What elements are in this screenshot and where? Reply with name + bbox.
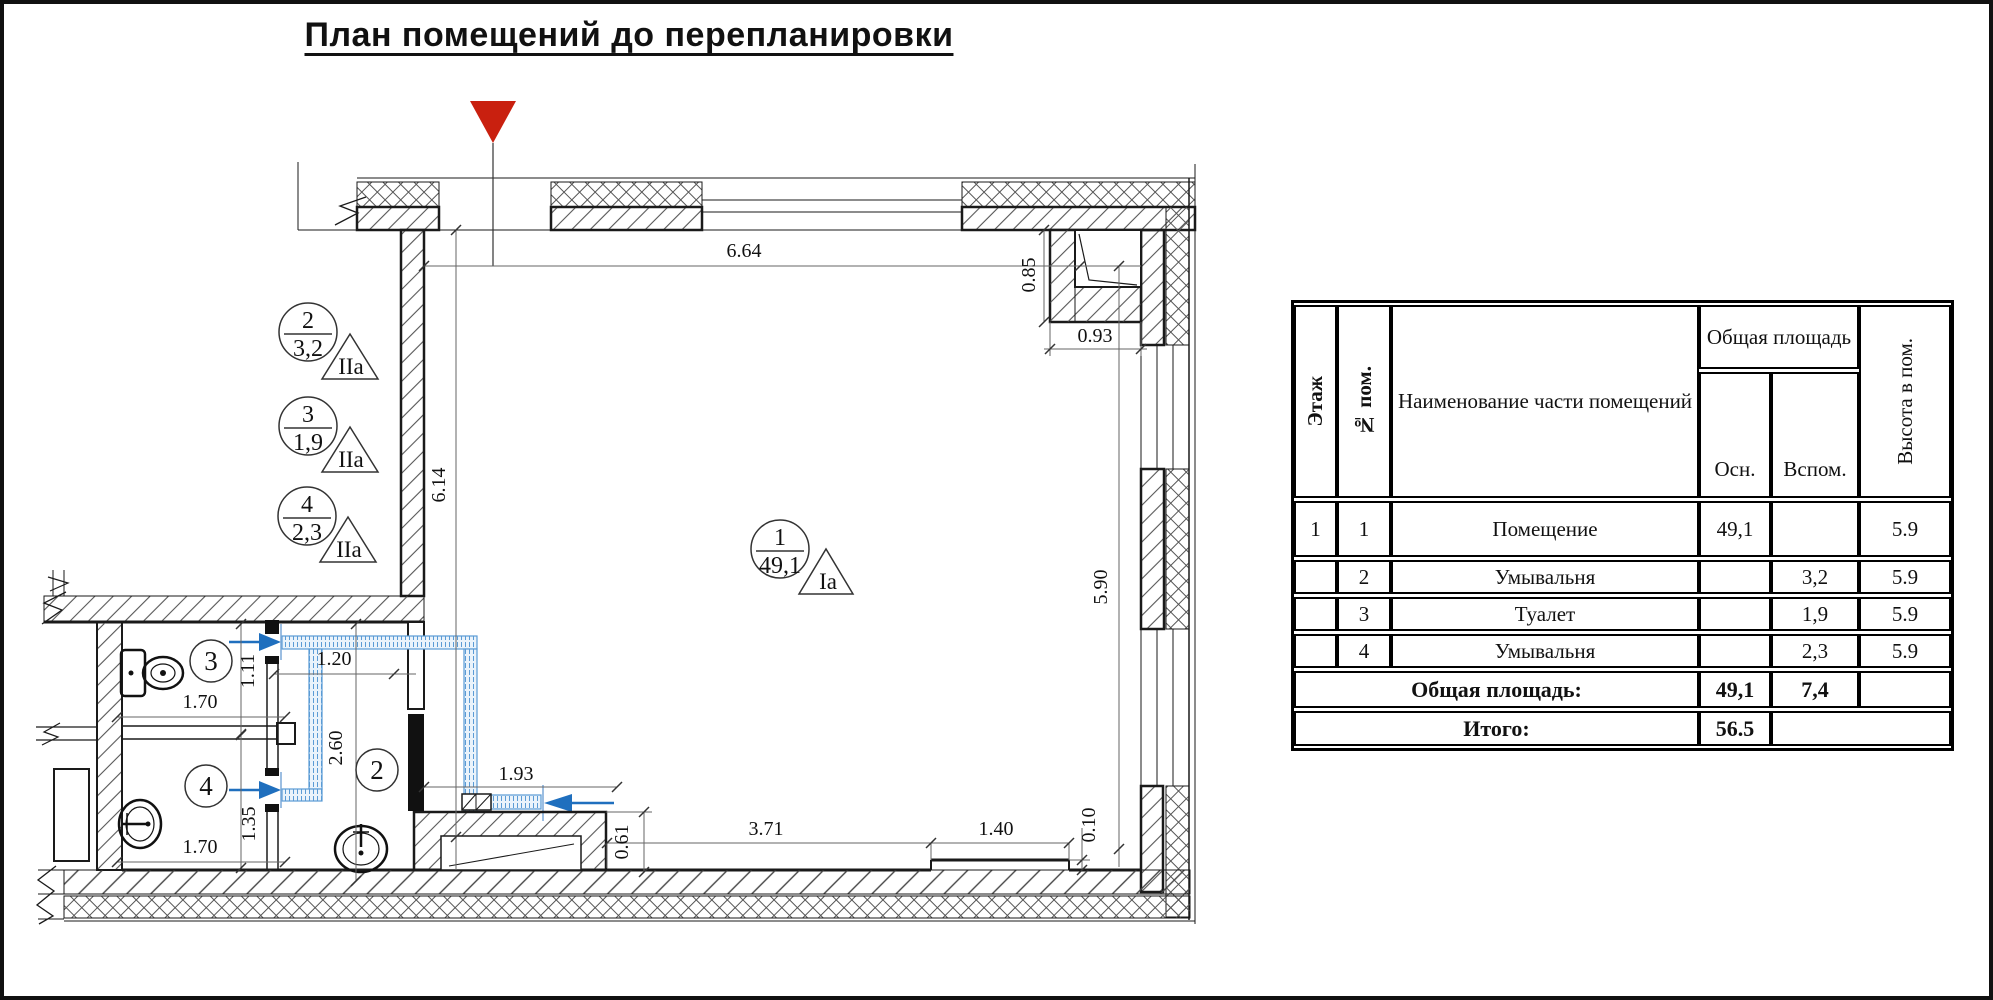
svg-text:IIa: IIa — [336, 537, 362, 562]
blue-arrow-right-icon — [229, 772, 281, 808]
svg-text:1: 1 — [774, 525, 786, 551]
room-number-3 — [190, 640, 232, 682]
table-row: 2 Умывальня 3,2 5.9 — [1294, 560, 1951, 594]
right-wall — [1050, 164, 1195, 924]
platform — [414, 812, 606, 870]
col-header-aux: Вспом. — [1771, 372, 1859, 498]
col-header-total-area: Общая площадь — [1699, 305, 1859, 369]
room-number-4 — [185, 765, 227, 807]
table-row: 1 1 Помещение 49,1 5.9 — [1294, 501, 1951, 557]
dim-bottom-right: 1.40 — [978, 818, 1014, 840]
dim-top-width: 6.64 — [726, 240, 762, 262]
svg-text:IIa: IIa — [338, 354, 364, 379]
dim-room4-width: 1.70 — [182, 836, 218, 858]
dim-room2-width: 1.20 — [316, 648, 352, 670]
dim-niche-width: 0.93 — [1077, 325, 1113, 347]
col-header-main: Осн. — [1699, 372, 1771, 498]
svg-text:4: 4 — [199, 771, 213, 801]
col-header-room-no: № пом. — [1337, 305, 1391, 498]
room-number-2 — [356, 749, 398, 791]
total-row: Общая площадь: 49,1 7,4 — [1294, 671, 1951, 708]
svg-text:3,2: 3,2 — [293, 336, 323, 362]
sink-icon — [335, 824, 387, 872]
toilet-icon — [121, 650, 183, 696]
area-table — [1291, 300, 1954, 751]
sink-icon — [119, 800, 161, 848]
svg-text:Ia: Ia — [819, 569, 837, 594]
wall-break-icon — [37, 866, 56, 924]
floor-plan — [4, 4, 1254, 1000]
svg-text:2,3: 2,3 — [292, 520, 322, 546]
wall-break-icon — [42, 723, 60, 745]
svg-text:IIa: IIa — [338, 447, 364, 472]
door-leaf-icon — [462, 794, 491, 810]
dim-room3-width: 1.70 — [182, 691, 218, 713]
col-header-floor: Этаж — [1294, 305, 1337, 498]
dim-bottom-corner: 0.10 — [1078, 807, 1100, 843]
dim-room3-height: 1.11 — [237, 653, 259, 689]
left-walls — [36, 230, 424, 870]
room-label-4 — [278, 487, 376, 562]
svg-text:3: 3 — [302, 402, 314, 428]
svg-text:49,1: 49,1 — [759, 553, 801, 579]
svg-text:2: 2 — [302, 308, 314, 334]
dim-step: 0.61 — [611, 824, 633, 860]
grand-total-row: Итого: 56.5 — [1294, 711, 1951, 746]
col-header-name: Наименование части помещений — [1391, 305, 1699, 498]
dim-left-height: 6.14 — [428, 467, 450, 503]
room-label-main — [751, 520, 853, 594]
dim-room4-height: 1.35 — [238, 806, 260, 842]
room-label-2 — [279, 303, 378, 379]
svg-text:3: 3 — [204, 646, 218, 676]
dim-niche-height: 0.85 — [1018, 257, 1040, 293]
entry-direction-marker-icon — [470, 101, 516, 266]
svg-text:4: 4 — [301, 492, 313, 518]
page-title: План помещений до перепланировки — [304, 16, 954, 54]
table-row: 4 Умывальня 2,3 5.9 — [1294, 634, 1951, 668]
dim-right-height: 5.90 — [1090, 569, 1112, 605]
dim-opening: 1.93 — [498, 763, 534, 785]
vent-niche — [1050, 230, 1141, 322]
table-row: 3 Туалет 1,9 5.9 — [1294, 597, 1951, 631]
svg-text:2: 2 — [370, 755, 384, 785]
dim-bottom-main: 3.71 — [748, 818, 784, 840]
svg-text:1,9: 1,9 — [293, 430, 323, 456]
dim-room2-height: 2.60 — [325, 730, 347, 766]
room-label-3 — [279, 397, 378, 472]
col-header-height: Высота в пом. — [1859, 305, 1951, 498]
top-wall — [298, 162, 1195, 230]
